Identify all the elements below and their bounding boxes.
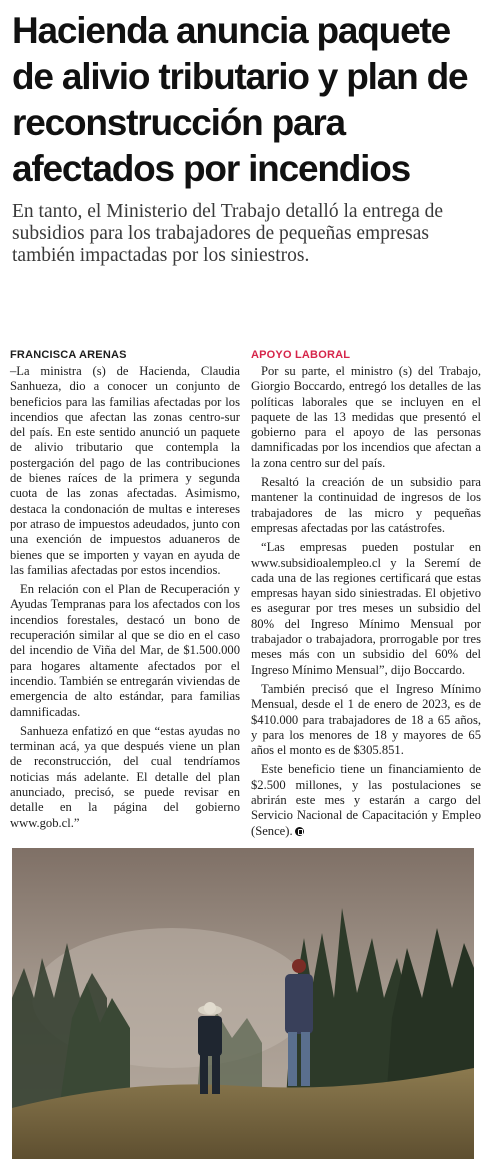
section-label: APOYO LABORAL	[251, 349, 351, 361]
wildfire-photo-illustration	[12, 848, 474, 1159]
body-paragraph: En relación con el Plan de Recuperación y Ayudas Tempranas para los afectados con los incendios forestales, destacó un bono de recuperación similar al que se dio en el caso del incendio de Viña del Mar, de $1.500.000 para hogares altamente afectados por el incendio. También se entregarán viviendas de emergencia de alto estándar, para familias damnificadas.	[10, 582, 240, 719]
deck: En tanto, el Ministerio del Trabajo detalló la entrega de subsidios para los trabajadores de pequeñas empresas también impactadas por los siniestros.	[12, 201, 444, 266]
body-paragraph: –La ministra (s) de Hacienda, Claudia Sanhueza, dio a conocer un conjunto de beneficios para las familias afectadas por los incendios que afectan las zonas centro-sur del país. En este sentido anunció un paquete de alivio tributario que contempla la postergación del pago de las contribuciones de bienes raíces de la primera y segunda cuota de las zonas afectadas. Asimismo, destaca la condonación de multas e intereses por atraso de impuestos adeudados, junto con una exención de impuestos aduaneros de bienes que se importen y vayan en ayuda de las familias afectadas por estos incendios.	[10, 364, 240, 577]
body-paragraph	[251, 762, 481, 838]
headline: Hacienda anuncia paquete de alivio tributario y plan de reconstrucción para afectados por incendios	[12, 10, 468, 189]
right-column	[251, 348, 481, 843]
byline: FRANCISCA ARENAS	[10, 349, 127, 361]
body-paragraph: También precisó que el Ingreso Mínimo Mensual, desde el 1 de enero de 2023, es de $410.000 para trabajadores de 18 a 65 años, y para los menores de 18 y mayores de 65 años el monto es de $305.851.	[251, 681, 481, 758]
body-paragraph: Por su parte, el ministro (s) del Trabajo, Giorgio Boccardo, entregó los detalles de las políticas laborales que se incluyen en el paquete de las 13 medidas que presentó el gobierno para el apoyo de las personas damnificadas por los incendios que afectan a la zona centro sur del país.	[251, 364, 481, 470]
last-paragraph-text: Este beneficio tiene un financiamiento de $2.500 millones, y las postulaciones se abrirán este mes y estarán a cargo del Servicio Nacional de Capacitación y Empleo (Sence).	[251, 762, 481, 838]
end-of-article-icon	[295, 827, 304, 836]
body-paragraph: “Las empresas pueden postular en www.subsidioalempleo.cl y la Seremí de cada una de las regiones certificará que estas empresas hayan sido siniestradas. El objetivo es asegurar por tres meses un subsidio del 80% del Ingreso Mínimo Mensual por trabajador o trabajadora, prorrogable por tres meses más con un subsidio del 60% del Ingreso Mínimo Mensual”, dijo Boccardo.	[251, 540, 481, 677]
body-paragraph: Resaltó la creación de un subsidio para mantener la continuidad de ingresos de los trabajadores de las micro y pequeñas empresas afectadas por las catástrofes.	[251, 475, 481, 535]
body-paragraph: Sanhueza enfatizó en que “estas ayudas no terminan acá, ya que después viene un plan de reconstrucción, del cual tendríamos noticias más adelante. El detalle del plan anunciado, precisó, se puede revisar en detalle en la página del gobierno www.gob.cl.”	[10, 723, 240, 830]
wildfire-photo	[12, 848, 474, 1159]
left-column	[10, 348, 240, 835]
